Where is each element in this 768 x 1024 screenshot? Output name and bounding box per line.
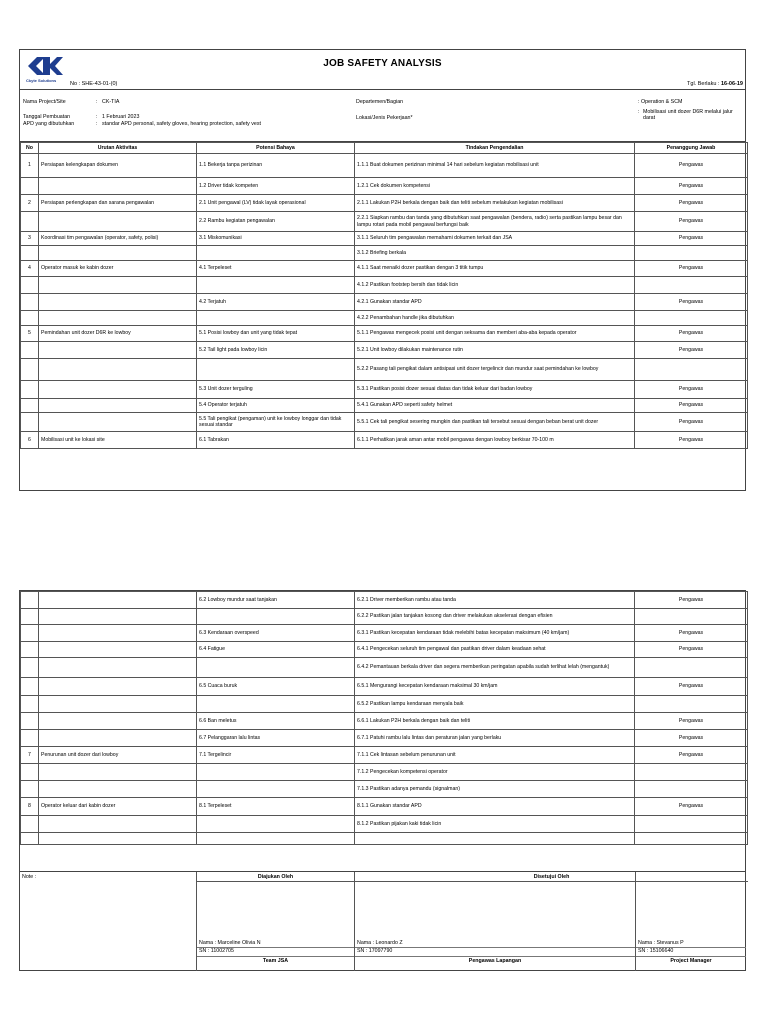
table-row — [21, 212, 748, 232]
hazard-cell — [197, 359, 355, 381]
responsible-cell: Pengawas — [635, 432, 748, 449]
note-label: Note : — [22, 874, 37, 880]
table-row — [21, 642, 748, 658]
activity-cell — [39, 277, 197, 294]
hazard-cell — [197, 609, 355, 625]
document-header — [20, 50, 745, 90]
hazard-cell: 2.1 Unit pengawal (LV) tidak layak operasional — [197, 195, 355, 212]
hazard-cell: 1.1 Bekerja tanpa perizinan — [197, 154, 355, 178]
approver2-role: Project Manager — [670, 958, 712, 964]
row-number — [21, 294, 39, 311]
hazard-cell: 5.1 Posisi lowboy dan unit yang tidak tepat — [197, 326, 355, 342]
date-created-label: Tanggal Pembuatan — [23, 114, 71, 120]
effective-date-value: 16-06-19 — [720, 81, 743, 87]
table-row — [21, 833, 748, 845]
responsible-cell — [635, 781, 748, 798]
submitted-by-label: Diajukan Oleh — [197, 872, 354, 882]
table-row — [21, 781, 748, 798]
approver1-sn: SN : 17097790 — [357, 948, 393, 954]
responsible-cell: Pengawas — [635, 678, 748, 696]
row-number — [21, 730, 39, 747]
control-cell: 8.1.2 Pastikan pijakan kaki tidak licin — [355, 816, 635, 833]
row-number — [21, 178, 39, 195]
control-cell: 7.1.2 Pengecekan kompetensi operator — [355, 764, 635, 781]
row-number — [21, 609, 39, 625]
apd-value: standar APD personal, safety gloves, hearing protection, safety vest — [102, 121, 261, 127]
activity-cell: Penurunan unit dozer dari lowboy — [39, 747, 197, 764]
col-header-control: Tindakan Pengendalian — [355, 143, 635, 154]
location-value: Mobilisasi unit dozer D6R melalui jalur darat — [643, 109, 733, 122]
control-cell: 6.5.1 Mengurangi kecepatan kendaraan maksimal 30 km/jam — [355, 678, 635, 696]
row-number — [21, 212, 39, 232]
hazard-cell — [197, 833, 355, 845]
row-number — [21, 342, 39, 359]
row-number — [21, 592, 39, 609]
signoff-approved — [354, 872, 635, 971]
row-number — [21, 658, 39, 678]
control-cell: 6.2.2 Pastikan jalan tanjakan kosong dan driver melakukan akselerasi dengan efisien — [355, 609, 635, 625]
responsible-cell: Pengawas — [635, 195, 748, 212]
row-number — [21, 399, 39, 413]
responsible-cell: Pengawas — [635, 730, 748, 747]
table-row — [21, 798, 748, 816]
document-title: JOB SAFETY ANALYSIS — [323, 58, 442, 69]
control-cell: 5.4.1 Gunakan APD seperti safety helmet — [355, 399, 635, 413]
table-row — [21, 678, 748, 696]
control-cell: 4.2.1 Gunakan standar APD — [355, 294, 635, 311]
control-cell: 6.4.1 Pengecekan seluruh tim pengawal dan pastikan driver dalam keadaan sehat — [355, 642, 635, 658]
row-number — [21, 277, 39, 294]
hazard-cell — [197, 311, 355, 326]
hazard-cell: 2.2 Rambu kegiatan pengawalan — [197, 212, 355, 232]
activity-cell — [39, 713, 197, 730]
hazard-cell — [197, 816, 355, 833]
hazard-cell — [197, 696, 355, 713]
table-row — [21, 154, 748, 178]
hazard-cell: 5.3 Unit dozer terguling — [197, 381, 355, 399]
activity-cell — [39, 730, 197, 747]
table-row — [21, 713, 748, 730]
row-number — [21, 642, 39, 658]
responsible-cell: Pengawas — [635, 592, 748, 609]
activity-cell — [39, 311, 197, 326]
control-cell — [355, 833, 635, 845]
hazard-cell: 1.2 Driver tidak kompeten — [197, 178, 355, 195]
table-row — [21, 764, 748, 781]
row-number — [21, 625, 39, 642]
activity-cell — [39, 696, 197, 713]
table-row — [21, 311, 748, 326]
responsible-cell: Pengawas — [635, 713, 748, 730]
responsible-cell: Pengawas — [635, 342, 748, 359]
control-cell: 5.1.1 Pengawas mengecek posisi unit dengan seksama dan memberi aba-aba kepada operator — [355, 326, 635, 342]
responsible-cell — [635, 246, 748, 261]
project-label: Nama Project/Site — [23, 99, 66, 105]
activity-cell — [39, 625, 197, 642]
activity-cell: Persiapan perlengkapan dan sarana pengawalan — [39, 195, 197, 212]
apd-separator: : — [96, 121, 98, 127]
row-number — [21, 696, 39, 713]
control-cell: 3.1.2 Briefing berkala — [355, 246, 635, 261]
col-header-hazard: Potensi Bahaya — [197, 143, 355, 154]
activity-cell — [39, 399, 197, 413]
hazard-cell — [197, 246, 355, 261]
col-header-activity: Urutan Aktivitas — [39, 143, 197, 154]
doc-number-row — [20, 80, 745, 90]
approver2-name: Nama : Stevanus P — [638, 940, 684, 946]
hazard-cell: 4.1 Terpeleset — [197, 261, 355, 277]
activity-cell — [39, 658, 197, 678]
hazard-cell — [197, 277, 355, 294]
row-number — [21, 713, 39, 730]
hazard-cell: 8.1 Terpeleset — [197, 798, 355, 816]
table-row — [21, 730, 748, 747]
hazard-cell — [197, 658, 355, 678]
jsa-table-page-2 — [20, 591, 748, 845]
location-separator: : — [638, 109, 640, 115]
row-number — [21, 381, 39, 399]
row-number: 8 — [21, 798, 39, 816]
table-row — [21, 246, 748, 261]
responsible-cell: Pengawas — [635, 326, 748, 342]
row-number — [21, 781, 39, 798]
table-row — [21, 609, 748, 625]
responsible-cell: Pengawas — [635, 413, 748, 432]
signoff-submitted — [196, 872, 354, 971]
row-number — [21, 311, 39, 326]
jsa-sheet-page-2 — [19, 590, 746, 971]
control-cell: 6.4.2 Pemantauan berkala driver dan segera memberikan peringatan apabila sudah terlihat lelah (mengantuk) — [355, 658, 635, 678]
row-number — [21, 246, 39, 261]
location-label: Lokasi/Jenis Pekerjaan* — [356, 115, 413, 121]
table-row — [21, 294, 748, 311]
table-row — [21, 381, 748, 399]
responsible-cell — [635, 277, 748, 294]
hazard-cell: 6.2 Lowboy mundur saat tanjakan — [197, 592, 355, 609]
project-value: CK-TIA — [102, 99, 120, 105]
responsible-cell — [635, 609, 748, 625]
table-row — [21, 696, 748, 713]
activity-cell — [39, 833, 197, 845]
control-cell: 4.1.2 Pastikan footstep bersih dan tidak licin — [355, 277, 635, 294]
table-row — [21, 195, 748, 212]
jsa-table-page-1 — [20, 142, 748, 449]
control-cell: 6.1.1 Perhatikan jarak aman antar mobil pengawas dengan lowboy berkisar 70-100 m — [355, 432, 635, 449]
control-cell: 6.3.1 Pastikan kecepatan kendaraan tidak melebihi batas kecepatan maksimum (40 km/jam) — [355, 625, 635, 642]
hazard-cell: 5.5 Tali pengikat (pengaman) unit ke lowboy longgar dan tidak sesuai standar — [197, 413, 355, 432]
control-cell: 7.1.1 Cek lintasan sebelum penurunan unit — [355, 747, 635, 764]
hazard-cell: 6.7 Pelanggaran lalu lintas — [197, 730, 355, 747]
activity-cell — [39, 816, 197, 833]
responsible-cell: Pengawas — [635, 178, 748, 195]
hazard-cell: 4.2 Terjatuh — [197, 294, 355, 311]
table-row — [21, 261, 748, 277]
table-row — [21, 413, 748, 432]
activity-cell — [39, 642, 197, 658]
row-number — [21, 678, 39, 696]
control-cell: 6.2.1 Driver memberikan rambu atau tanda — [355, 592, 635, 609]
table-row — [21, 816, 748, 833]
control-cell: 5.2.2 Pasang tali pengikat dalam antisipasi unit dozer tergelincir dan mundur saat pemindahan ke lowboy — [355, 359, 635, 381]
table-row — [21, 359, 748, 381]
responsible-cell: Pengawas — [635, 798, 748, 816]
hazard-cell: 7.1 Tergelincir — [197, 747, 355, 764]
table-row — [21, 625, 748, 642]
control-cell: 6.6.1 Lakukan P2H berkala dengan baik dan teliti — [355, 713, 635, 730]
responsible-cell — [635, 658, 748, 678]
activity-cell: Mobilisasi unit ke lokasi site — [39, 432, 197, 449]
control-cell: 8.1.1 Gunakan standar APD — [355, 798, 635, 816]
row-number: 7 — [21, 747, 39, 764]
control-cell: 5.2.1 Unit lowboy dilakukan maintenance rutin — [355, 342, 635, 359]
control-cell: 2.2.1 Siapkan rambu dan tanda yang dibutuhkan saat pengawalan (bendera, radio) serta pastikan lampu besar dan lampu rotari pada mobil pengawal berfungsi baik — [355, 212, 635, 232]
control-cell: 5.5.1 Cek tali pengikat sesering mungkin dan pastikan tali tersebut sesuai dengan beban berat unit dozer — [355, 413, 635, 432]
table-row — [21, 342, 748, 359]
hazard-cell: 6.6 Ban meletus — [197, 713, 355, 730]
responsible-cell: Pengawas — [635, 625, 748, 642]
control-cell: 1.2.1 Cek dokumen kompetensi — [355, 178, 635, 195]
approver1-role: Pengawas Lapangan — [468, 958, 522, 964]
approved-by-label: Disetujui Oleh — [355, 872, 748, 882]
activity-cell — [39, 678, 197, 696]
hazard-cell: 6.1 Tabrakan — [197, 432, 355, 449]
row-number: 5 — [21, 326, 39, 342]
control-cell: 4.2.2 Penambahan handle jika dibutuhkan — [355, 311, 635, 326]
date-created-separator: : — [96, 114, 98, 120]
control-cell: 1.1.1 Buat dokumen perizinan minimal 14 hari sebelum kegiatan mobilisasi unit — [355, 154, 635, 178]
activity-cell — [39, 609, 197, 625]
row-number — [21, 764, 39, 781]
control-cell: 2.1.1 Lakukan P2H berkala dengan baik dan teliti sebelum melakukan kegiatan mobilisasi — [355, 195, 635, 212]
row-number: 4 — [21, 261, 39, 277]
activity-cell — [39, 359, 197, 381]
hazard-cell: 6.4 Fatigue — [197, 642, 355, 658]
jsa-sheet-page-1 — [19, 49, 746, 491]
responsible-cell: Pengawas — [635, 154, 748, 178]
responsible-cell: Pengawas — [635, 261, 748, 277]
activity-cell — [39, 212, 197, 232]
activity-cell — [39, 246, 197, 261]
activity-cell: Koordinasi tim pengawalan (operator, safety, polisi) — [39, 232, 197, 246]
hazard-cell — [197, 764, 355, 781]
responsible-cell — [635, 359, 748, 381]
logo-caption: Ckyte Solutions — [26, 78, 57, 83]
row-number — [21, 413, 39, 432]
table-row — [21, 399, 748, 413]
table-row — [21, 277, 748, 294]
signoff-section — [19, 871, 746, 971]
table-row — [21, 326, 748, 342]
col-header-no: No — [21, 143, 39, 154]
submitter-sn: SN : 11002705 — [199, 948, 234, 954]
effective-date — [687, 81, 743, 87]
submitter-name: Nama : Marceline Olivia N — [199, 940, 261, 946]
row-number — [21, 833, 39, 845]
row-number — [21, 816, 39, 833]
signature-line — [197, 956, 354, 957]
apd-label: APD yang dibutuhkan — [23, 121, 75, 127]
responsible-cell — [635, 696, 748, 713]
table-row — [21, 592, 748, 609]
responsible-cell — [635, 833, 748, 845]
control-cell: 6.5.2 Pastikan lampu kendaraan menyala baik — [355, 696, 635, 713]
table-row — [21, 432, 748, 449]
responsible-cell: Pengawas — [635, 399, 748, 413]
department-value: : Operation & SCM — [638, 99, 683, 105]
signature-line — [636, 956, 746, 957]
responsible-cell — [635, 764, 748, 781]
activity-cell — [39, 764, 197, 781]
control-cell: 7.1.3 Pastikan adanya pemandu (signalman) — [355, 781, 635, 798]
responsible-cell: Pengawas — [635, 232, 748, 246]
row-number: 6 — [21, 432, 39, 449]
responsible-cell: Pengawas — [635, 642, 748, 658]
date-created-value: 1 Februari 2023 — [102, 114, 140, 120]
row-number: 2 — [21, 195, 39, 212]
submitter-role: Team JSA — [262, 958, 289, 964]
signoff-approved-2 — [635, 872, 746, 971]
responsible-cell: Pengawas — [635, 381, 748, 399]
table-row — [21, 747, 748, 764]
approver2-sn: SN : 15106640 — [638, 948, 674, 954]
activity-cell — [39, 294, 197, 311]
hazard-cell: 6.5 Cuaca buruk — [197, 678, 355, 696]
responsible-cell: Pengawas — [635, 747, 748, 764]
hazard-cell — [197, 781, 355, 798]
hazard-cell: 5.2 Tail light pada lowboy licin — [197, 342, 355, 359]
table-row — [21, 232, 748, 246]
responsible-cell — [635, 816, 748, 833]
document-number: No : SHE-43-01-(0) — [70, 81, 118, 87]
hazard-cell: 6.3 Kendaraan overspeed — [197, 625, 355, 642]
activity-cell: Persiapan kelengkapan dokumen — [39, 154, 197, 178]
control-cell: 4.1.1 Saat menaiki dozer pastikan dengan 3 titik tumpu — [355, 261, 635, 277]
hazard-cell: 5.4 Operator terjatuh — [197, 399, 355, 413]
hazard-cell: 3.1 Miskomunikasi — [197, 232, 355, 246]
table-header-row — [21, 143, 748, 154]
activity-cell: Pemindahan unit dozer D6R ke lowboy — [39, 326, 197, 342]
control-cell: 6.7.1 Patuhi rambu lalu lintas dan peraturan jalan yang berlaku — [355, 730, 635, 747]
project-separator: : — [96, 99, 98, 105]
activity-cell — [39, 781, 197, 798]
table-row — [21, 178, 748, 195]
responsible-cell — [635, 311, 748, 326]
signature-line — [355, 947, 635, 948]
activity-cell — [39, 413, 197, 432]
signature-line — [355, 956, 635, 957]
activity-cell — [39, 381, 197, 399]
row-number: 3 — [21, 232, 39, 246]
activity-cell: Operator masuk ke kabin dozer — [39, 261, 197, 277]
activity-cell — [39, 178, 197, 195]
control-cell: 5.3.1 Pastikan posisi dozer sesuai diatas dan tidak keluar dari badan lowboy — [355, 381, 635, 399]
responsible-cell: Pengawas — [635, 212, 748, 232]
row-number — [21, 359, 39, 381]
control-cell: 3.1.1 Seluruh tim pengawalan memahami dokumen terkait dan JSA — [355, 232, 635, 246]
responsible-cell: Pengawas — [635, 294, 748, 311]
approver1-name: Nama : Leonardo Z — [357, 940, 403, 946]
row-number: 1 — [21, 154, 39, 178]
table-row — [21, 658, 748, 678]
activity-cell — [39, 342, 197, 359]
effective-date-label: Tgl. Berlaku : — [687, 81, 721, 87]
activity-cell: Operator keluar dari kabin dozer — [39, 798, 197, 816]
project-info — [20, 90, 745, 142]
col-header-responsible: Penanggung Jawab — [635, 143, 748, 154]
activity-cell — [39, 592, 197, 609]
department-label: Departemen/Bagian — [356, 99, 404, 105]
